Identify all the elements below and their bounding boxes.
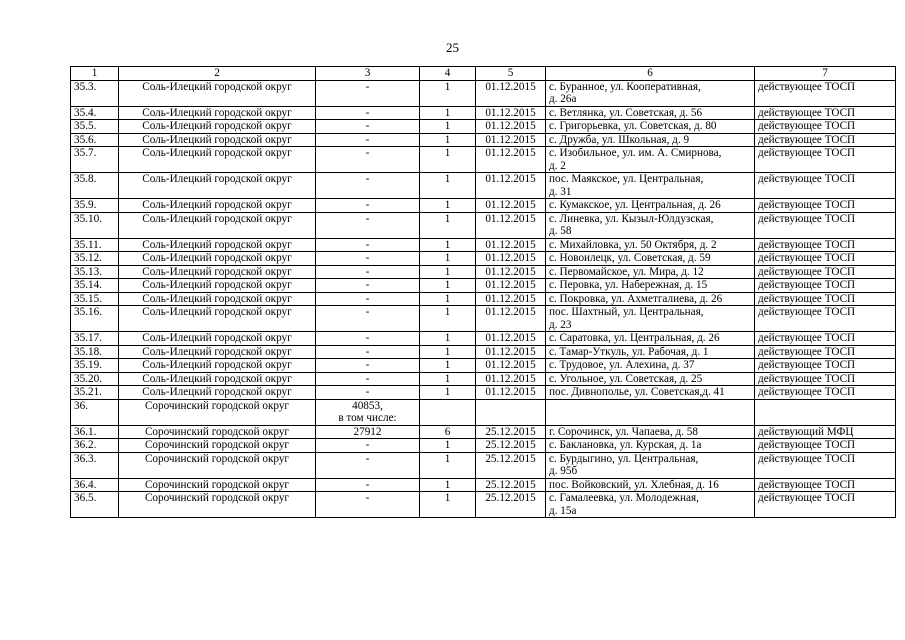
table-cell: - <box>316 80 420 106</box>
column-header: 1 <box>71 67 119 81</box>
table-row <box>71 306 896 332</box>
table-cell: Соль-Илецкий городской округ <box>119 106 316 120</box>
table-cell: 35.7. <box>71 147 119 173</box>
table-cell: 1 <box>420 252 476 266</box>
table-cell: 1 <box>420 292 476 306</box>
table-cell: 01.12.2015 <box>476 147 546 173</box>
table-cell: с. Линевка, ул. Кызыл-Юлдузская, д. 58 <box>546 212 755 238</box>
table-cell: действующее ТОСП <box>755 345 896 359</box>
table-cell: 35.18. <box>71 345 119 359</box>
table-cell: - <box>316 265 420 279</box>
table-cell: с. Баклановка, ул. Курская, д. 1а <box>546 439 755 453</box>
table-row <box>71 372 896 386</box>
table-cell: 01.12.2015 <box>476 199 546 213</box>
table-cell: 35.12. <box>71 252 119 266</box>
table-row <box>71 106 896 120</box>
table-cell: с. Дружба, ул. Школьная, д. 9 <box>546 133 755 147</box>
table-cell: Соль-Илецкий городской округ <box>119 372 316 386</box>
table-cell: - <box>316 279 420 293</box>
table-cell: 1 <box>420 372 476 386</box>
table-cell: Соль-Илецкий городской округ <box>119 359 316 373</box>
table-cell: действующий МФЦ <box>755 425 896 439</box>
table-cell: - <box>316 332 420 346</box>
table-cell: действующее ТОСП <box>755 306 896 332</box>
table-cell: 01.12.2015 <box>476 80 546 106</box>
table-row <box>71 238 896 252</box>
column-header: 2 <box>119 67 316 81</box>
table-cell: - <box>316 386 420 400</box>
table-cell: с. Кумакское, ул. Центральная, д. 26 <box>546 199 755 213</box>
table-cell: Соль-Илецкий городской округ <box>119 306 316 332</box>
table-cell: 35.10. <box>71 212 119 238</box>
table-row <box>71 386 896 400</box>
column-header: 3 <box>316 67 420 81</box>
table-cell: - <box>316 292 420 306</box>
table-cell: действующее ТОСП <box>755 265 896 279</box>
table-cell: с. Перовка, ул. Набережная, д. 15 <box>546 279 755 293</box>
table-cell: 25.12.2015 <box>476 492 546 518</box>
table-cell: действующее ТОСП <box>755 359 896 373</box>
table-cell: - <box>316 212 420 238</box>
table-cell: Соль-Илецкий городской округ <box>119 120 316 134</box>
table-cell: 1 <box>420 106 476 120</box>
table-cell: Соль-Илецкий городской округ <box>119 332 316 346</box>
page-number: 25 <box>446 40 459 55</box>
table-cell: - <box>316 306 420 332</box>
table-cell: - <box>316 345 420 359</box>
table-cell: - <box>316 199 420 213</box>
table-cell: 35.3. <box>71 80 119 106</box>
table-cell: - <box>316 359 420 373</box>
table-cell: Соль-Илецкий городской округ <box>119 238 316 252</box>
table-cell: 35.5. <box>71 120 119 134</box>
table-cell: 01.12.2015 <box>476 386 546 400</box>
table-cell: 01.12.2015 <box>476 173 546 199</box>
table-cell: с. Трудовое, ул. Алехина, д. 37 <box>546 359 755 373</box>
table-row <box>71 292 896 306</box>
table-cell: с. Саратовка, ул. Центральная, д. 26 <box>546 332 755 346</box>
table-cell: 25.12.2015 <box>476 452 546 478</box>
table-row <box>71 80 896 106</box>
table-cell: Соль-Илецкий городской округ <box>119 212 316 238</box>
table-cell: с. Угольное, ул. Советская, д. 25 <box>546 372 755 386</box>
table-cell: 01.12.2015 <box>476 306 546 332</box>
table-cell: 1 <box>420 306 476 332</box>
table-cell: Соль-Илецкий городской округ <box>119 386 316 400</box>
table-cell: Сорочинский городской округ <box>119 478 316 492</box>
table-cell: 1 <box>420 492 476 518</box>
table-cell: Соль-Илецкий городской округ <box>119 173 316 199</box>
table-cell: 36. <box>71 399 119 425</box>
table-cell: 25.12.2015 <box>476 439 546 453</box>
table-row <box>71 265 896 279</box>
table-cell: 40853, в том числе: <box>316 399 420 425</box>
table-cell: 01.12.2015 <box>476 372 546 386</box>
table-cell: Соль-Илецкий городской округ <box>119 80 316 106</box>
table-row <box>71 120 896 134</box>
table-cell: - <box>316 252 420 266</box>
table-cell: - <box>316 173 420 199</box>
table-cell: 36.4. <box>71 478 119 492</box>
table-cell: действующее ТОСП <box>755 147 896 173</box>
table-cell: действующее ТОСП <box>755 80 896 106</box>
table-cell: 35.9. <box>71 199 119 213</box>
table-cell: с. Изобильное, ул. им. А. Смирнова, д. 2 <box>546 147 755 173</box>
table-cell: действующее ТОСП <box>755 452 896 478</box>
table-cell: 1 <box>420 147 476 173</box>
table-cell: действующее ТОСП <box>755 372 896 386</box>
table-cell: - <box>316 372 420 386</box>
table-cell: - <box>316 452 420 478</box>
table-cell: действующее ТОСП <box>755 279 896 293</box>
table-cell: действующее ТОСП <box>755 199 896 213</box>
table-row <box>71 279 896 293</box>
table-cell: действующее ТОСП <box>755 386 896 400</box>
table-cell: 1 <box>420 199 476 213</box>
column-header: 7 <box>755 67 896 81</box>
table-cell: действующее ТОСП <box>755 238 896 252</box>
table-cell <box>420 399 476 425</box>
table-cell: Соль-Илецкий городской округ <box>119 265 316 279</box>
table-cell: 35.20. <box>71 372 119 386</box>
table-cell: 1 <box>420 120 476 134</box>
table-cell <box>546 399 755 425</box>
table-cell: 35.13. <box>71 265 119 279</box>
table-cell: 36.1. <box>71 425 119 439</box>
table-cell: 1 <box>420 80 476 106</box>
table-cell: пос. Маякское, ул. Центральная, д. 31 <box>546 173 755 199</box>
table-cell: 1 <box>420 439 476 453</box>
table-cell: 1 <box>420 238 476 252</box>
table-cell: пос. Дивнополье, ул. Советская,д. 41 <box>546 386 755 400</box>
table-cell: 1 <box>420 133 476 147</box>
table-cell: 01.12.2015 <box>476 292 546 306</box>
table-cell: 35.17. <box>71 332 119 346</box>
table-cell: - <box>316 106 420 120</box>
table-cell: Соль-Илецкий городской округ <box>119 199 316 213</box>
table-row <box>71 345 896 359</box>
table-cell: - <box>316 492 420 518</box>
table-cell: с. Тамар-Уткуль, ул. Рабочая, д. 1 <box>546 345 755 359</box>
table-cell: 6 <box>420 425 476 439</box>
table-cell: с. Первомайское, ул. Мира, д. 12 <box>546 265 755 279</box>
table-cell: 01.12.2015 <box>476 133 546 147</box>
table-cell: с. Гамалеевка, ул. Молодежная, д. 15а <box>546 492 755 518</box>
table-row <box>71 492 896 518</box>
table-cell: с. Буранное, ул. Кооперативная, д. 26а <box>546 80 755 106</box>
table-row <box>71 359 896 373</box>
column-header: 5 <box>476 67 546 81</box>
table-cell: действующее ТОСП <box>755 332 896 346</box>
table-cell: 1 <box>420 359 476 373</box>
table-cell: 35.15. <box>71 292 119 306</box>
table-cell: - <box>316 478 420 492</box>
table-cell: Соль-Илецкий городской округ <box>119 147 316 173</box>
table-cell: Соль-Илецкий городской округ <box>119 345 316 359</box>
table-cell <box>476 399 546 425</box>
table-cell: Соль-Илецкий городской округ <box>119 292 316 306</box>
table-row <box>71 199 896 213</box>
table-cell: с. Бурдыгино, ул. Центральная, д. 95б <box>546 452 755 478</box>
table-cell: Сорочинский городской округ <box>119 399 316 425</box>
table-cell: 35.21. <box>71 386 119 400</box>
table-cell: 01.12.2015 <box>476 252 546 266</box>
table-row <box>71 452 896 478</box>
table-cell: 35.16. <box>71 306 119 332</box>
table-cell: 01.12.2015 <box>476 359 546 373</box>
table-cell: Сорочинский городской округ <box>119 452 316 478</box>
table-row <box>71 212 896 238</box>
data-table <box>70 66 896 518</box>
table-cell: 35.19. <box>71 359 119 373</box>
table-row <box>71 425 896 439</box>
table-cell: действующее ТОСП <box>755 292 896 306</box>
table-cell: 36.2. <box>71 439 119 453</box>
table-cell: Соль-Илецкий городской округ <box>119 133 316 147</box>
table-cell: г. Сорочинск, ул. Чапаева, д. 58 <box>546 425 755 439</box>
table-cell: 25.12.2015 <box>476 478 546 492</box>
table-row <box>71 478 896 492</box>
table-cell: 01.12.2015 <box>476 265 546 279</box>
table-cell: действующее ТОСП <box>755 492 896 518</box>
table-cell: - <box>316 133 420 147</box>
table-cell: с. Новоилецк, ул. Советская, д. 59 <box>546 252 755 266</box>
table-cell: 01.12.2015 <box>476 279 546 293</box>
table-cell: Соль-Илецкий городской округ <box>119 279 316 293</box>
table-cell: 01.12.2015 <box>476 332 546 346</box>
table-row <box>71 332 896 346</box>
table-cell: пос. Войковский, ул. Хлебная, д. 16 <box>546 478 755 492</box>
table-cell: 35.6. <box>71 133 119 147</box>
table-cell: 01.12.2015 <box>476 238 546 252</box>
table-cell: с. Григорьевка, ул. Советская, д. 80 <box>546 120 755 134</box>
table-cell: 1 <box>420 478 476 492</box>
table-cell: - <box>316 120 420 134</box>
table-header-row <box>71 67 896 81</box>
table-row <box>71 252 896 266</box>
table-cell: 1 <box>420 332 476 346</box>
table-cell: действующее ТОСП <box>755 173 896 199</box>
table-cell: 1 <box>420 386 476 400</box>
table-cell: с. Ветлянка, ул. Советская, д. 56 <box>546 106 755 120</box>
table-cell: 1 <box>420 279 476 293</box>
table-cell: действующее ТОСП <box>755 252 896 266</box>
table-cell: 35.8. <box>71 173 119 199</box>
table-cell: с. Покровка, ул. Ахметгалиева, д. 26 <box>546 292 755 306</box>
table-cell: 1 <box>420 212 476 238</box>
table-cell: 36.5. <box>71 492 119 518</box>
table-row <box>71 399 896 425</box>
table-cell: 01.12.2015 <box>476 345 546 359</box>
table-cell: 1 <box>420 345 476 359</box>
table-cell <box>755 399 896 425</box>
table-cell: действующее ТОСП <box>755 212 896 238</box>
column-header: 6 <box>546 67 755 81</box>
table-cell: 36.3. <box>71 452 119 478</box>
table-cell: - <box>316 147 420 173</box>
table-cell: Сорочинский городской округ <box>119 425 316 439</box>
table-cell: 35.4. <box>71 106 119 120</box>
table-row <box>71 439 896 453</box>
table-cell: 1 <box>420 452 476 478</box>
column-header: 4 <box>420 67 476 81</box>
table-cell: - <box>316 439 420 453</box>
table-cell: 01.12.2015 <box>476 212 546 238</box>
table-cell: действующее ТОСП <box>755 106 896 120</box>
table-cell: 35.14. <box>71 279 119 293</box>
table-cell: 01.12.2015 <box>476 120 546 134</box>
table-cell: 01.12.2015 <box>476 106 546 120</box>
table-cell: Сорочинский городской округ <box>119 492 316 518</box>
table-row <box>71 147 896 173</box>
table-cell: Соль-Илецкий городской округ <box>119 252 316 266</box>
table-cell: 27912 <box>316 425 420 439</box>
table-cell: действующее ТОСП <box>755 478 896 492</box>
table-cell: Сорочинский городской округ <box>119 439 316 453</box>
table-cell: - <box>316 238 420 252</box>
table-row <box>71 133 896 147</box>
table-cell: пос. Шахтный, ул. Центральная, д. 23 <box>546 306 755 332</box>
table-cell: 35.11. <box>71 238 119 252</box>
table-cell: действующее ТОСП <box>755 439 896 453</box>
table-cell: 1 <box>420 265 476 279</box>
table-cell: с. Михайловка, ул. 50 Октября, д. 2 <box>546 238 755 252</box>
table-row <box>71 173 896 199</box>
table-cell: действующее ТОСП <box>755 133 896 147</box>
table-cell: 1 <box>420 173 476 199</box>
table-cell: действующее ТОСП <box>755 120 896 134</box>
table-cell: 25.12.2015 <box>476 425 546 439</box>
